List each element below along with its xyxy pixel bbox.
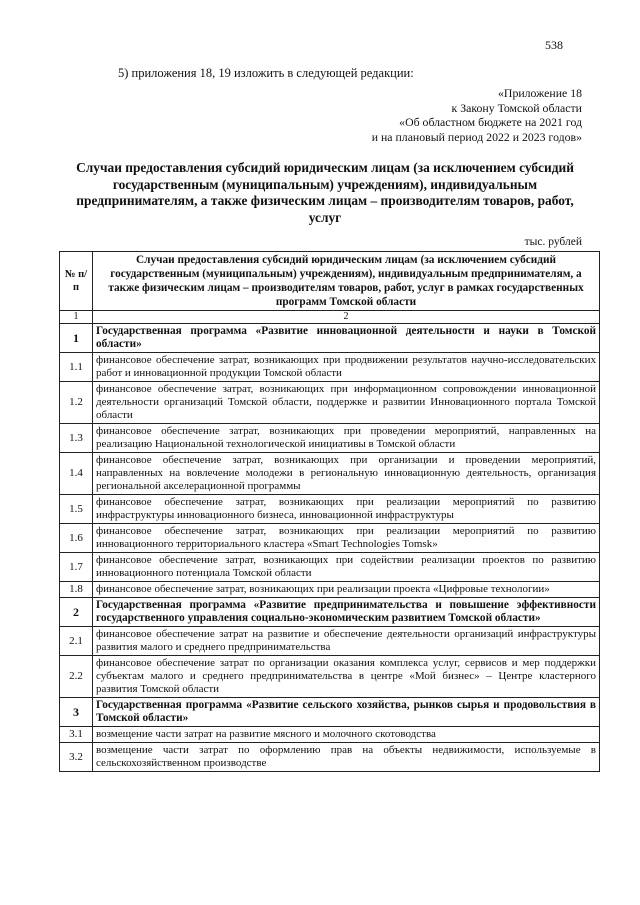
table-row	[60, 553, 600, 582]
row-number: 1.3	[60, 424, 93, 453]
table-row	[60, 453, 600, 495]
table-row	[60, 727, 600, 743]
table-row	[60, 656, 600, 698]
row-number: 1.6	[60, 524, 93, 553]
row-text: возмещение части затрат по оформлению прав на объекты недвижимости, используемые в сельскохозяйственном производстве	[93, 743, 600, 772]
unit-note: тыс. рублей	[524, 236, 582, 248]
row-number: 2	[60, 598, 93, 627]
row-text: финансовое обеспечение затрат на развитие и обеспечение деятельности организаций инфраструктуры развития малого и среднего предпринимательства	[93, 627, 600, 656]
row-text: финансовое обеспечение затрат, возникающих при содействии реализации проектов по развитию инновационного потенциала Томской области	[93, 553, 600, 582]
row-number: 1.5	[60, 495, 93, 524]
row-number: 3.2	[60, 743, 93, 772]
row-text: финансовое обеспечение затрат по организации оказания комплекса услуг, сервисов и мер поддержки субъектам малого и среднего предпринимательства в центре «Мой бизнес» – Центре кластерного развития Томской области	[93, 656, 600, 698]
row-number: 1.1	[60, 353, 93, 382]
table-row	[60, 524, 600, 553]
row-text: Государственная программа «Развитие инновационной деятельности и науки в Томской области»	[93, 324, 600, 353]
table-row	[60, 743, 600, 772]
row-text: финансовое обеспечение затрат, возникающих при реализации мероприятий по развитию инновационного территориального кластера «Smart Technologies Tomsk»	[93, 524, 600, 553]
subsidy-table	[59, 251, 600, 772]
row-number: 2.2	[60, 656, 93, 698]
row-text: финансовое обеспечение затрат, возникающих при реализации проекта «Цифровые технологии»	[93, 582, 600, 598]
table-row	[60, 495, 600, 524]
table-row	[60, 353, 600, 382]
table-body	[60, 324, 600, 772]
table-row	[60, 582, 600, 598]
column-number-row	[60, 311, 600, 324]
row-number: 2.1	[60, 627, 93, 656]
row-number: 1.2	[60, 382, 93, 424]
row-text: финансовое обеспечение затрат, возникающих при продвижении результатов научно-исследовательских работ и инновационной продукции Томской области	[93, 353, 600, 382]
appendix-ref-line: к Закону Томской области	[451, 100, 582, 115]
row-text: Государственная программа «Развитие предпринимательства и повышение эффективности государственного управления социально-экономическим развитием Томской области»	[93, 598, 600, 627]
table-row-program	[60, 324, 600, 353]
row-text: Государственная программа «Развитие сельского хозяйства, рынков сырья и продовольствия в Томской области»	[93, 698, 600, 727]
page-number: 538	[545, 38, 563, 52]
row-text: финансовое обеспечение затрат, возникающих при реализации мероприятий по развитию инфраструктуры инновационного бизнеса, инновационной инфраструктуры	[93, 495, 600, 524]
row-number: 3.1	[60, 727, 93, 743]
header-text: Случаи предоставления субсидий юридическим лицам (за исключением субсидий государственным (муниципальным) учреждениям), индивидуальным предпринимателям, а также физическим лицам – производителям товаров, работ, услуг в рамках государственных программ Томской области	[93, 252, 600, 311]
document-title: Случаи предоставления субсидий юридическим лицам (за исключением субсидий государственным (муниципальным) учреждениям), индивидуальным предпринимателям, а также физическим лицам – производителям товаров, работ, услуг	[76, 160, 574, 225]
table-row	[60, 382, 600, 424]
row-number: 1.7	[60, 553, 93, 582]
table-row	[60, 627, 600, 656]
appendix-ref-line: «Об областном бюджете на 2021 год	[399, 115, 582, 130]
row-text: финансовое обеспечение затрат, возникающих при организации и проведении мероприятий, направленных на вовлечение молодежи в региональную инновационную деятельность, организация региональной акселерационной программы	[93, 453, 600, 495]
table-header-row	[60, 252, 600, 311]
table-row-program	[60, 598, 600, 627]
header-num: № п/п	[60, 252, 93, 311]
row-text: возмещение части затрат на развитие мясного и молочного скотоводства	[93, 727, 600, 743]
row-number: 1	[60, 324, 93, 353]
appendix-ref-line: и на плановый период 2022 и 2023 годов»	[371, 129, 582, 144]
column-number: 1	[60, 311, 93, 324]
appendix-reference	[262, 86, 582, 144]
row-number: 1.4	[60, 453, 93, 495]
row-number: 3	[60, 698, 93, 727]
row-number: 1.8	[60, 582, 93, 598]
table-row	[60, 424, 600, 453]
column-number: 2	[93, 311, 600, 324]
row-text: финансовое обеспечение затрат, возникающих при информационном сопровождении инновационной деятельности организаций Томской области, поддержке и развитии Инновационного портала Томской области	[93, 382, 600, 424]
row-text: финансовое обеспечение затрат, возникающих при проведении мероприятий, направленных на реализацию Национальной технологической инициативы в Томской области	[93, 424, 600, 453]
intro-text: 5) приложения 18, 19 изложить в следующей редакции:	[118, 66, 414, 80]
appendix-ref-line: «Приложение 18	[498, 86, 582, 100]
table-row-program	[60, 698, 600, 727]
